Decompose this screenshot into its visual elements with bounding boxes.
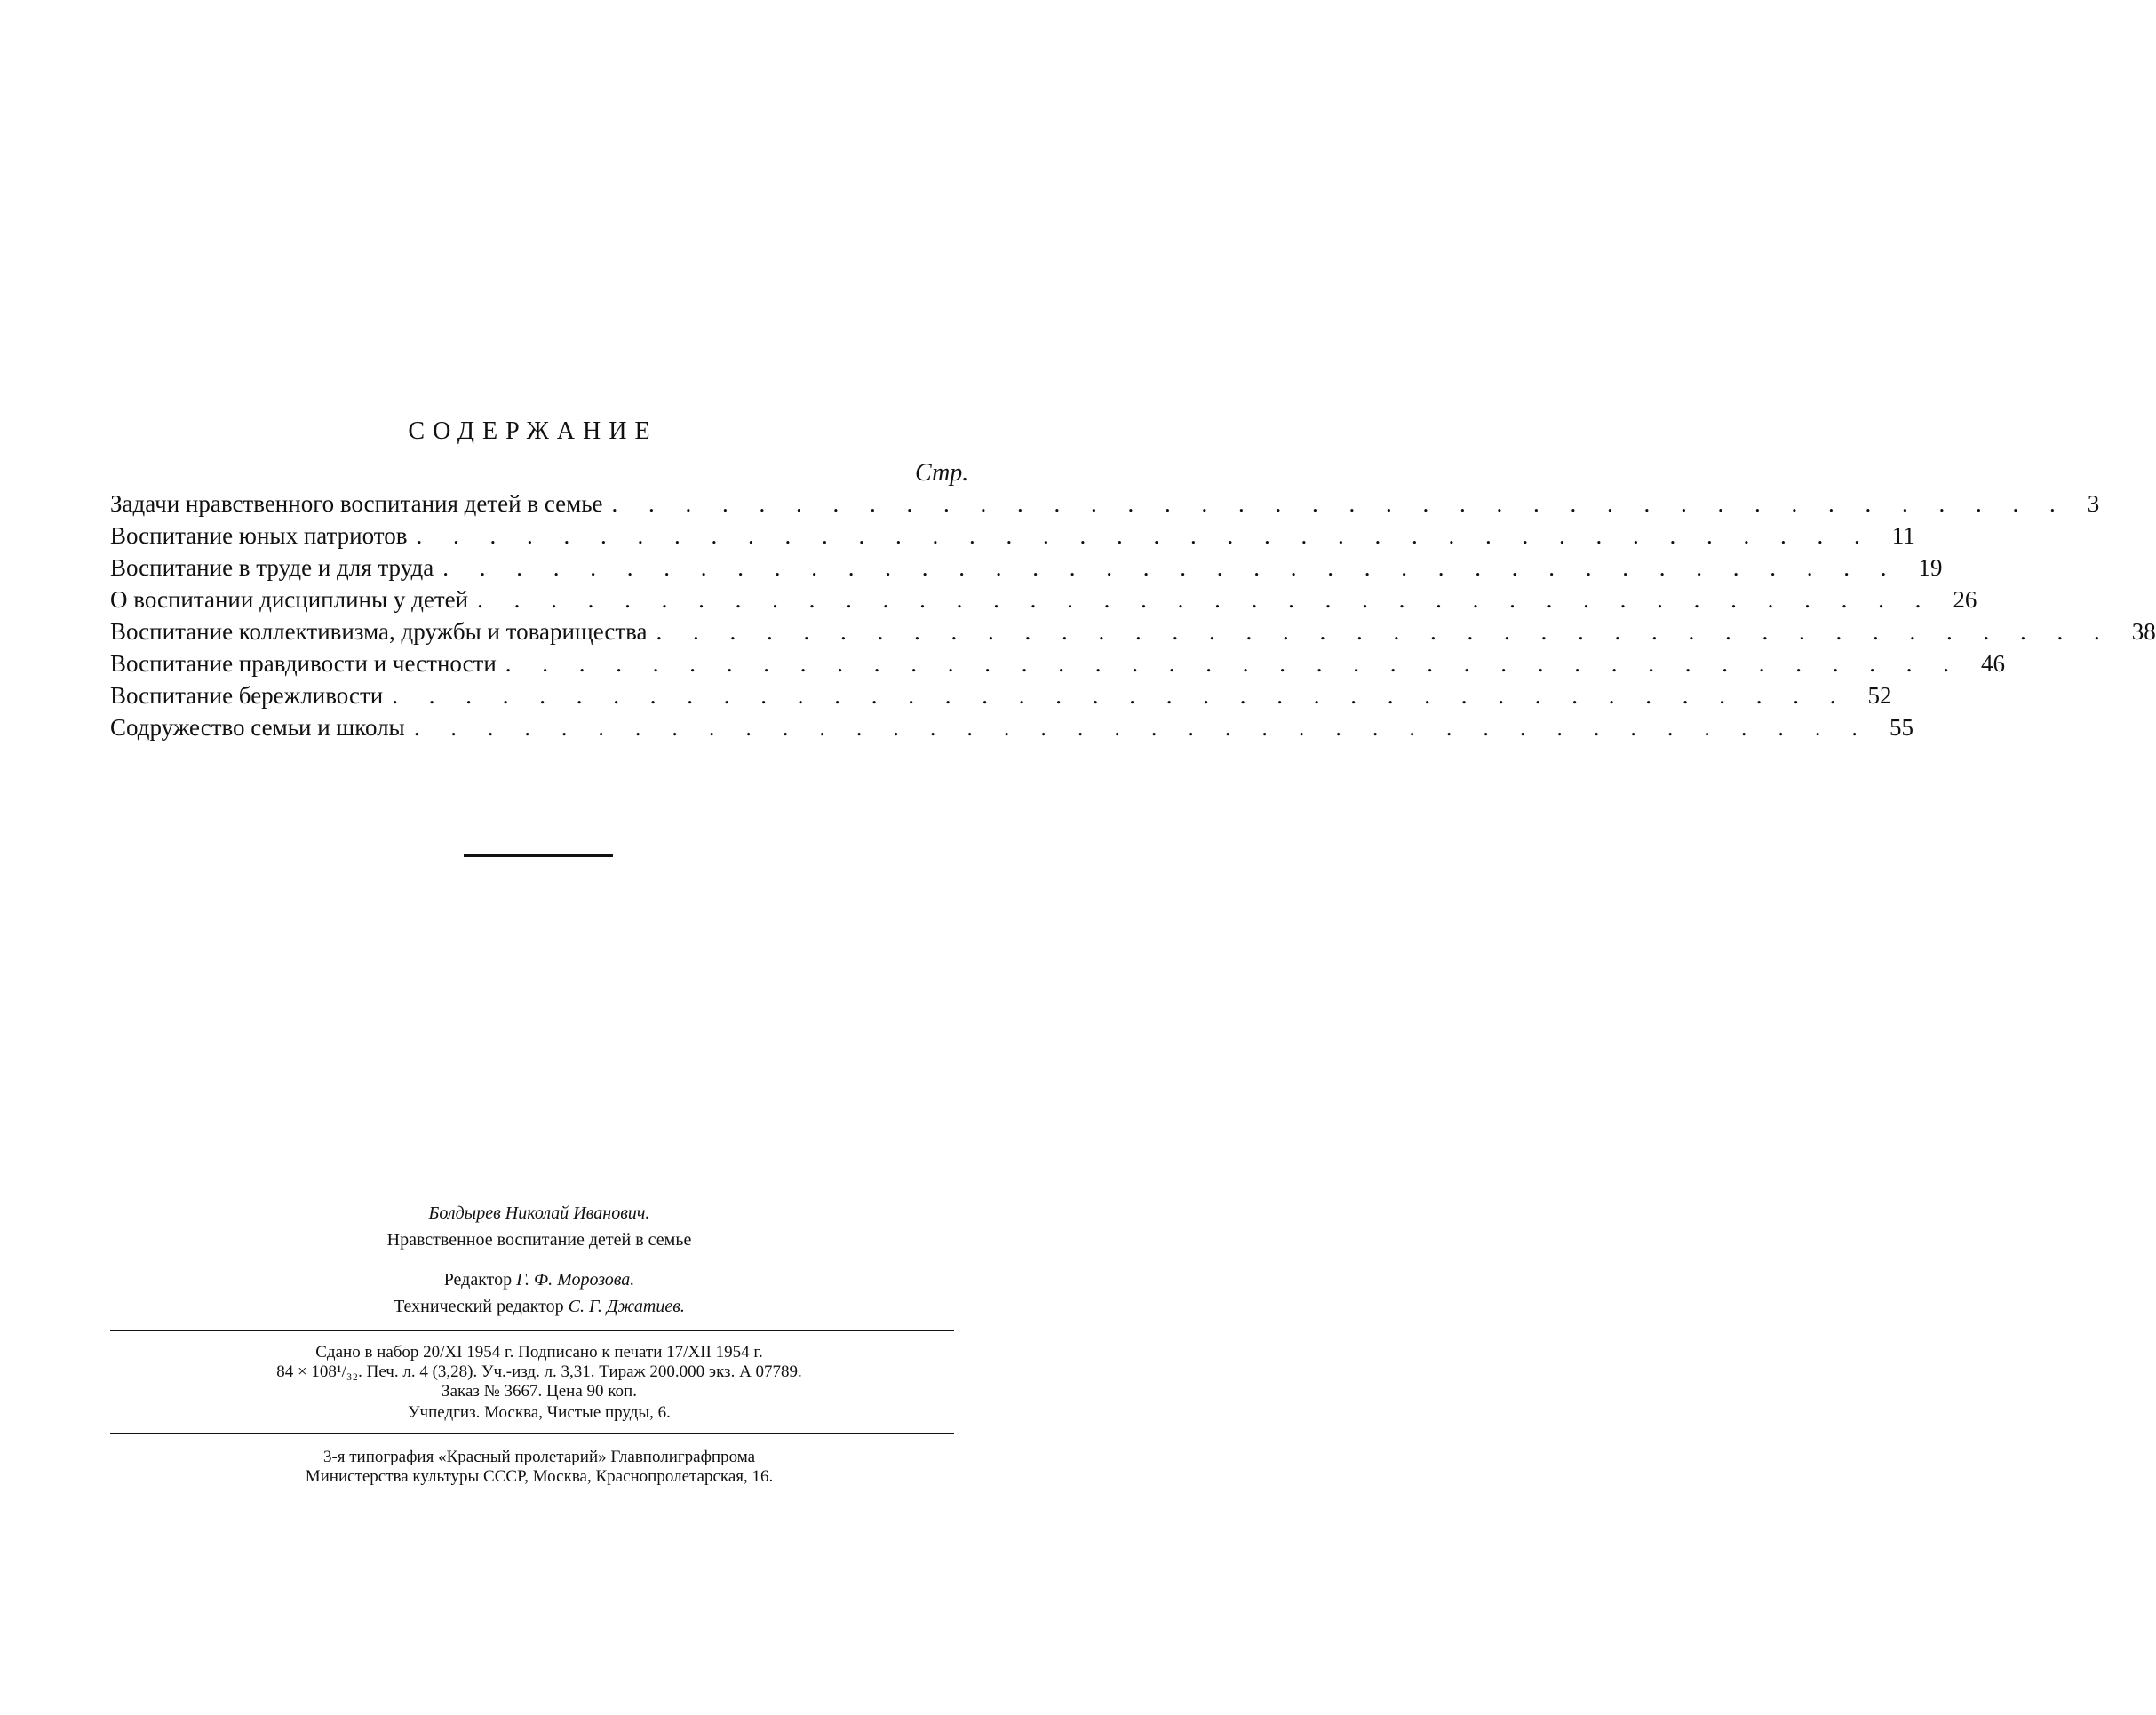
author-name: Болдырев Николай Иванович. [428,1203,650,1223]
toc-title: СОДЕРЖАНИЕ [408,417,658,445]
toc-entry [110,490,2100,522]
editor-label: Редактор [443,1270,513,1290]
colophon-rule-bottom [110,1433,954,1434]
toc-entry-title: Воспитание бережливости [110,682,384,709]
toc-entry-title: Задачи нравственного воспитания детей в семье [110,490,603,517]
toc-entry [110,714,1913,746]
toc-leader-dots: . . . . . . . . . . . . . . . . . . . . . . . . . . . . . . . . . . . . . . . . [413,714,1870,741]
print-details [110,1343,968,1401]
publisher-address: Учпедгиз. Москва, Чистые пруды, 6. [408,1403,671,1422]
toc-leader-dots: . . . . . . . . . . . . . . . . . . . . . . . . . . . . . . . . . . . . . . . . [442,554,1899,581]
toc-entry-title: Воспитание коллективизма, дружбы и товарищества [110,618,648,645]
editor-credit [110,1270,968,1290]
tech-editor-credit [110,1297,968,1317]
toc-entry [110,650,2006,682]
print-line: Сдано в набор 20/XI 1954 г. Подписано к печати 17/XII 1954 г. [315,1343,763,1362]
toc-entry-title: Воспитание юных патриотов [110,522,408,549]
toc-leader-dots: . . . . . . . . . . . . . . . . . . . . . . . . . . . . . . . . . . . . . . . . [505,650,1962,677]
toc-entry [110,522,1915,554]
toc-entry-title: Воспитание правдивости и честности [110,650,497,677]
toc-entry-page: 3 [2087,490,2100,517]
toc-entry [110,682,1892,714]
toc-entry-page: 38 [2131,618,2156,645]
toc-leader-dots: . . . . . . . . . . . . . . . . . . . . . . . . . . . . . . . . . . . . . . . . [611,490,2068,517]
toc-entry-page: 26 [1953,586,1977,613]
section-divider [464,854,613,857]
toc-entry-page: 46 [1981,650,2006,677]
editor-name: Г. Ф. Морозова. [516,1270,635,1290]
toc-entry [110,554,1943,586]
toc-entry-page: 11 [1891,522,1915,549]
colophon-rule-top [110,1330,954,1331]
toc-entry-page: 52 [1867,682,1892,709]
print-line: 84 × 108¹/₃₂. Печ. л. 4 (3,28). Уч.-изд. л. 3,31. Тираж 200.000 экз. А 07789. [276,1362,802,1381]
toc-leader-dots: . . . . . . . . . . . . . . . . . . . . . . . . . . . . . . . . . . . . . . . . [477,586,1934,613]
book-title: Нравственное воспитание детей в семье [386,1230,692,1250]
toc-entry-title: О воспитании дисциплины у детей [110,586,469,613]
tech-editor-name: С. Г. Джатиев. [568,1297,685,1316]
toc-entry-title: Содружество семьи и школы [110,714,405,741]
toc-entry [110,586,1977,618]
printer-line: Министерства культуры СССР, Москва, Краснопролетарская, 16. [305,1467,774,1486]
printer-line: 3-я типография «Красный пролетарий» Главполиграфпрома [322,1448,756,1466]
tech-editor-label: Технический редактор [394,1297,564,1316]
toc-list [110,490,2156,746]
toc-leader-dots: . . . . . . . . . . . . . . . . . . . . . . . . . . . . . . . . . . . . . . . . [416,522,1873,549]
toc-leader-dots: . . . . . . . . . . . . . . . . . . . . . . . . . . . . . . . . . . . . . . . . [392,682,1849,709]
printer-info [110,1448,968,1487]
toc-leader-dots: . . . . . . . . . . . . . . . . . . . . . . . . . . . . . . . . . . . . . . . . [656,618,2112,645]
toc-entry [110,618,2156,650]
toc-entry-title: Воспитание в труде и для труда [110,554,434,581]
page-column-header: Стр. [915,459,969,487]
toc-entry-page: 19 [1918,554,1943,581]
print-line: Заказ № 3667. Цена 90 коп. [442,1382,637,1401]
toc-entry-page: 55 [1889,714,1913,741]
